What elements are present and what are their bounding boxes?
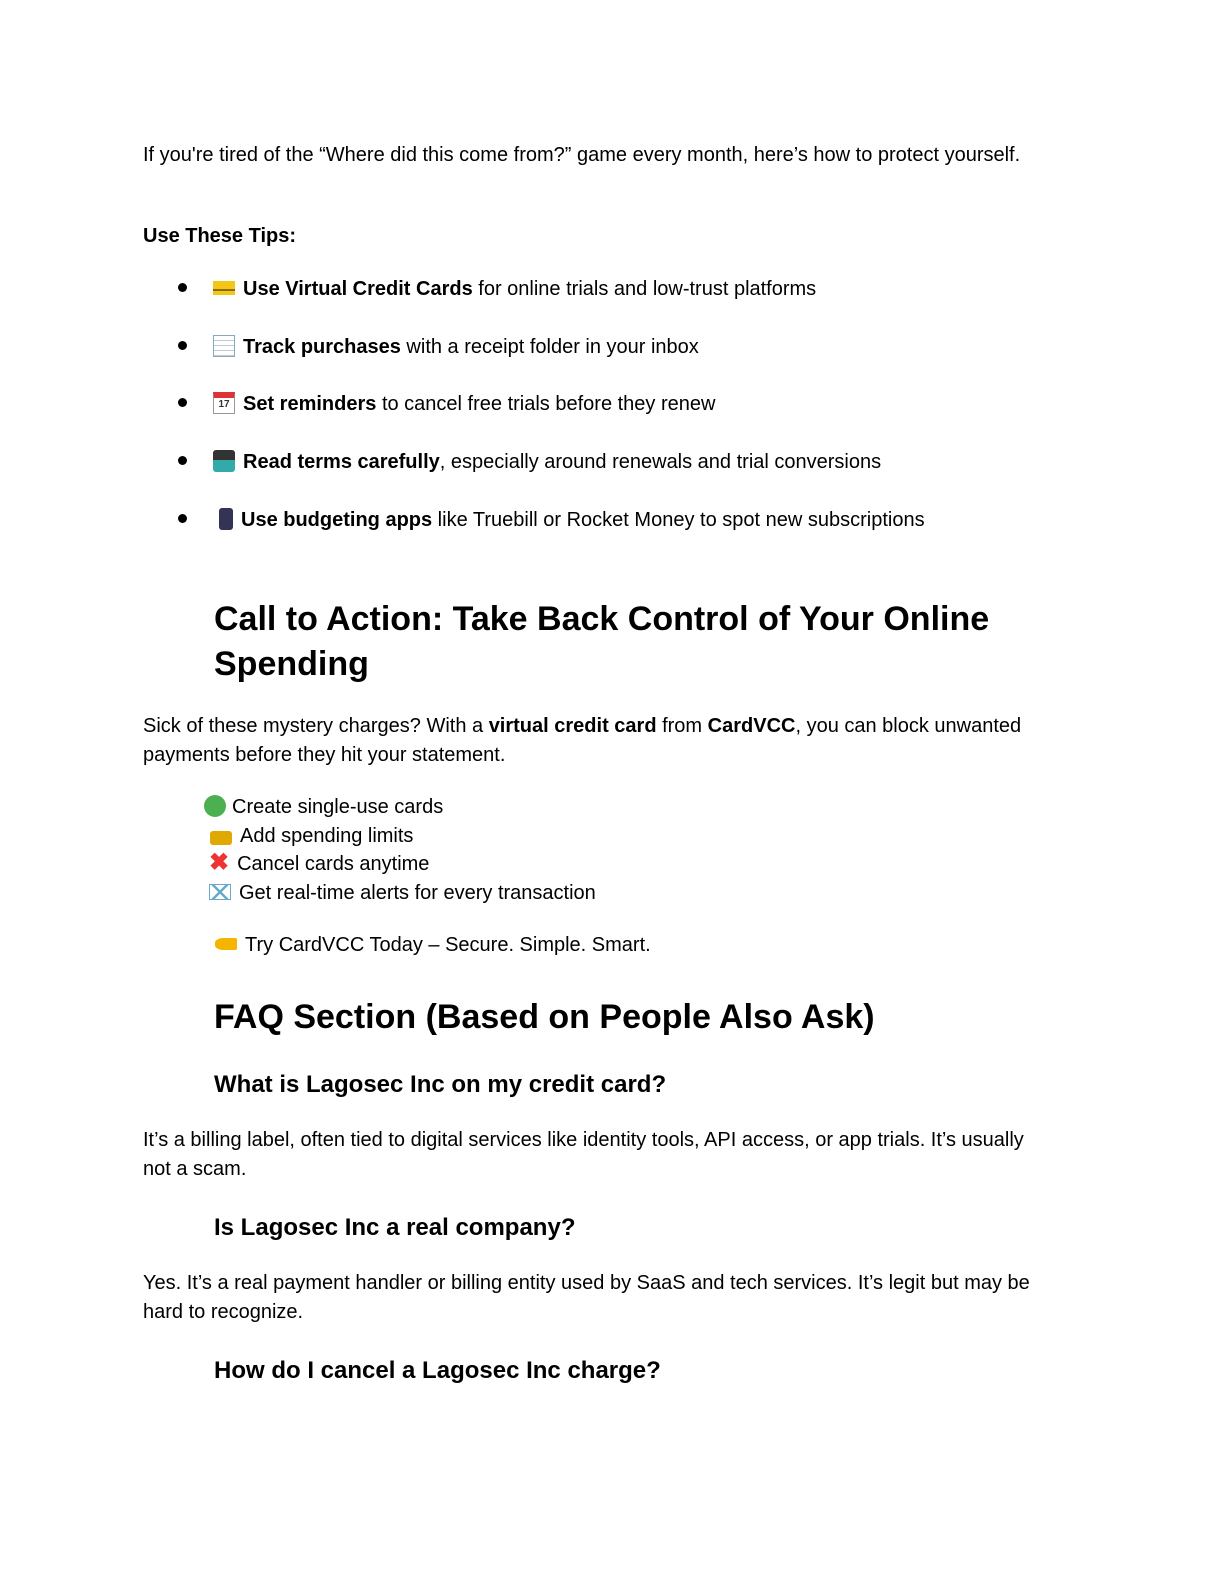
- feature-item: [209, 879, 596, 908]
- faq-answer: Yes. It’s a real payment handler or billing entity used by SaaS and tech services. It’s legit but may be hard to recognize.: [143, 1272, 1030, 1323]
- list-item: [178, 448, 881, 477]
- technologist-icon: [213, 450, 235, 472]
- intro-paragraph: If you're tired of the “Where did this come from?” game every month, here’s how to protect yourself.: [143, 144, 1021, 166]
- bullet: [178, 514, 187, 523]
- text: from: [656, 715, 708, 737]
- calendar-icon: 17: [213, 392, 235, 414]
- feature-item: [204, 793, 443, 822]
- feature-text: Create single-use cards: [232, 796, 444, 818]
- faq-question: What is Lagosec Inc on my credit card?: [214, 1071, 667, 1098]
- feature-text: Add spending limits: [240, 825, 414, 847]
- try-text: Try CardVCC Today – Secure. Simple. Smart.: [245, 934, 651, 956]
- tip-bold: Use budgeting apps: [241, 509, 433, 531]
- feature-text: Get real-time alerts for every transaction: [239, 882, 596, 904]
- tip-text: , especially around renewals and trial conversions: [439, 451, 882, 473]
- tip-text: to cancel free trials before they renew: [376, 393, 716, 415]
- credit-card-icon: [213, 281, 235, 295]
- brand-name: CardVCC: [707, 715, 796, 737]
- mobile-arrow-icon: [219, 508, 233, 530]
- text: Sick of these mystery charges? With a: [143, 715, 489, 737]
- faq-question: Is Lagosec Inc a real company?: [214, 1214, 576, 1241]
- faq-question: How do I cancel a Lagosec Inc charge?: [214, 1357, 661, 1384]
- green-circle-icon: [204, 795, 226, 817]
- cta-paragraph: [143, 712, 1023, 770]
- feature-item: [210, 822, 413, 851]
- bullet: [178, 456, 187, 465]
- cta-heading: Call to Action: Take Back Control of Your Online Spending: [214, 600, 990, 683]
- tips-heading: Use These Tips:: [143, 225, 297, 247]
- envelope-arrow-icon: [209, 884, 231, 900]
- tip-bold: Set reminders: [243, 393, 377, 415]
- text-bold: virtual credit card: [488, 715, 657, 737]
- cross-mark-icon: ✖: [209, 848, 230, 876]
- faq-answer: It’s a billing label, often tied to digital services like identity tools, API access, or app trials. It’s usually not a scam.: [143, 1129, 1024, 1180]
- bullet: [178, 398, 187, 407]
- list-item: [178, 390, 715, 419]
- bullet: [178, 341, 187, 350]
- faq-heading: FAQ Section (Based on People Also Ask): [214, 998, 875, 1036]
- lock-icon: [210, 831, 232, 845]
- feature-item: [209, 850, 429, 879]
- bullet: [178, 283, 187, 292]
- pointing-hand-icon: [215, 938, 237, 950]
- try-cardvcc-link[interactable]: [215, 931, 651, 960]
- tip-bold: Use Virtual Credit Cards: [243, 278, 473, 300]
- tip-bold: Track purchases: [243, 336, 401, 358]
- tip-text: with a receipt folder in your inbox: [400, 336, 699, 358]
- tip-text: like Truebill or Rocket Money to spot new subscriptions: [432, 509, 925, 531]
- tip-bold: Read terms carefully: [243, 451, 440, 473]
- receipt-icon: [213, 335, 235, 357]
- tip-text: for online trials and low-trust platforms: [472, 278, 817, 300]
- list-item: [178, 275, 816, 304]
- feature-text: Cancel cards anytime: [237, 853, 430, 875]
- list-item: [178, 333, 699, 362]
- list-item: [178, 506, 925, 535]
- text: , you can block unwanted payments before they hit your statement.: [143, 715, 1022, 766]
